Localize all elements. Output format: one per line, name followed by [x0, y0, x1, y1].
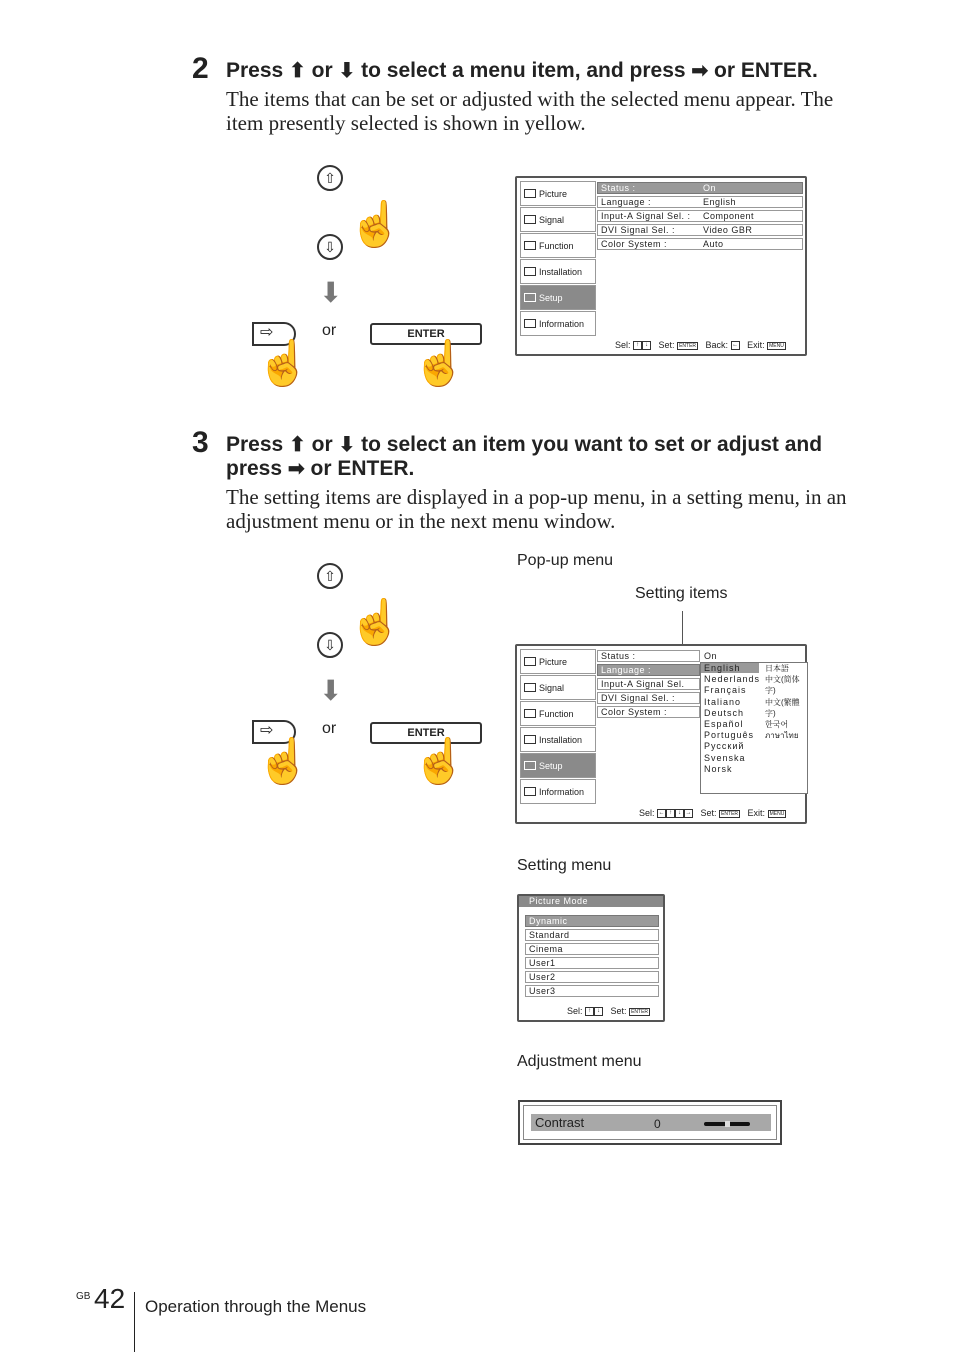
heading-text: or ENTER.	[714, 59, 818, 82]
osd-nav-label: Installation	[539, 734, 583, 745]
enter-key-icon: ENTER	[679, 342, 697, 349]
osd-row	[597, 182, 803, 194]
footer-set: Set:	[610, 1006, 627, 1016]
footer-exit: Exit:	[747, 340, 765, 350]
heading-text: Press	[226, 433, 284, 456]
language-option: 日本語	[765, 664, 789, 673]
left-key-icon: ←	[658, 810, 665, 817]
osd-row-value: English	[703, 197, 737, 207]
setting-menu-item	[525, 957, 659, 969]
popup-menu-label: Pop-up menu	[517, 552, 614, 569]
osd-row-key: Color System :	[601, 707, 668, 717]
or-label: or	[322, 322, 337, 339]
osd-setting-menu	[517, 894, 665, 1022]
up-arrow-icon: ⬆	[289, 434, 306, 456]
osd-nav-item	[520, 311, 596, 336]
osd-row-key: DVI Signal Sel. :	[601, 225, 676, 235]
osd-footer	[615, 340, 786, 350]
footer-sel: Sel:	[615, 340, 631, 350]
heading-text: press	[226, 457, 283, 480]
menu-key-icon: MENU	[769, 342, 784, 349]
menu-category-icon	[524, 761, 536, 770]
footer-back: Back:	[705, 340, 729, 350]
menu-category-icon	[524, 683, 536, 692]
pointing-hand-icon: ☝	[412, 737, 467, 786]
osd-row-value: On	[704, 651, 718, 661]
osd-nav-item	[520, 701, 596, 726]
osd-nav-item	[520, 259, 596, 284]
menu-category-icon	[524, 709, 536, 718]
down-arrow-icon: ⬇	[338, 60, 356, 82]
setting-menu-label: Setting menu	[517, 857, 612, 874]
down-key-icon: ↓	[594, 1007, 603, 1016]
osd-nav	[520, 181, 596, 337]
region-code: GB	[76, 1291, 91, 1302]
language-option: Norsk	[704, 763, 733, 774]
osd-footer	[639, 808, 786, 818]
osd-row-value: Component	[703, 211, 755, 221]
up-arrow-icon: ⬆	[289, 60, 306, 82]
up-key-icon: ↑	[633, 341, 642, 350]
setting-menu-item	[525, 985, 659, 997]
osd-row	[597, 238, 803, 250]
footer-exit: Exit:	[747, 808, 766, 818]
heading-text: Press	[226, 59, 284, 82]
osd-row-key: Language :	[601, 197, 652, 207]
language-option: Français	[704, 685, 747, 696]
osd-row	[597, 210, 803, 222]
menu-category-icon	[524, 319, 536, 328]
footer-set: Set:	[700, 808, 717, 818]
adjustment-value: 0	[654, 1117, 661, 1131]
osd-nav-item	[520, 753, 596, 778]
menu-category-icon	[524, 293, 536, 302]
setting-menu-item	[525, 915, 659, 927]
setting-menu-item	[525, 971, 659, 983]
osd-nav-item	[520, 207, 596, 232]
step-2-number: 2	[192, 52, 209, 85]
osd-nav-item	[520, 779, 596, 804]
heading-text: to select an item you want to set or adjust and	[361, 433, 823, 456]
menu-category-icon	[524, 189, 536, 198]
menu-category-icon	[524, 215, 536, 224]
language-option: Italiano	[704, 696, 742, 707]
osd-nav-label: Signal	[539, 682, 565, 693]
language-popup	[700, 662, 808, 794]
osd-nav-item	[520, 649, 596, 674]
setting-items-label: Setting items	[635, 585, 728, 602]
heading-text: or	[311, 433, 333, 456]
section-title: Operation through the Menus	[145, 1297, 367, 1316]
osd-nav-label: Information	[539, 786, 585, 797]
language-option: English	[704, 663, 741, 673]
down-arrow-icon: ⬇	[338, 434, 356, 456]
heading-text: or ENTER.	[310, 457, 415, 480]
step-2-body: The items that can be set or adjusted with the selected menu appear. The item presently selected is shown in yellow.	[226, 87, 834, 135]
up-key-icon: ↑	[666, 809, 675, 818]
up-button-icon: ⇧	[317, 165, 343, 191]
step-3-heading-line2	[226, 457, 414, 481]
language-option: Русский	[704, 741, 745, 752]
enter-button-icon: ENTER	[370, 722, 482, 744]
osd-row	[597, 692, 700, 704]
osd-row	[597, 664, 700, 676]
down-key-icon: ↓	[675, 809, 684, 818]
down-button-icon: ⇩	[317, 234, 343, 260]
osd-rows	[597, 182, 803, 252]
osd-nav-label: Function	[539, 708, 574, 719]
osd-nav-label: Setup	[539, 760, 563, 771]
setting-menu-item-label: User3	[529, 986, 556, 996]
osd-nav-item	[520, 285, 596, 310]
setting-menu-item	[525, 929, 659, 941]
down-arrow-icon: ⬇	[319, 277, 343, 308]
step-3-body: The setting items are displayed in a pop-up menu, in a setting menu, in an adjustment menu or in the next menu window.	[226, 485, 847, 533]
osd-nav-item	[520, 727, 596, 752]
language-option: 한국어	[765, 720, 789, 730]
down-button-icon: ⇩	[317, 632, 343, 658]
osd-row-key: Input-A Signal Sel.	[601, 679, 685, 689]
osd-row-key: Color System :	[601, 239, 668, 249]
osd-row	[597, 224, 803, 236]
adjustment-slider-thumb	[725, 1121, 730, 1127]
osd-nav-label: Function	[539, 240, 574, 251]
pointing-hand-icon: ☝	[256, 339, 311, 388]
osd-row-value: Video GBR	[703, 225, 753, 235]
enter-button-icon: ENTER	[370, 323, 482, 345]
adjustment-menu-label: Adjustment menu	[517, 1053, 642, 1070]
footer-set: Set:	[658, 340, 675, 350]
osd-row-value: Auto	[703, 239, 724, 249]
language-list-asian	[765, 663, 807, 741]
menu-key-icon: MENU	[769, 810, 785, 817]
osd-adjustment-menu	[518, 1100, 782, 1145]
menu-category-icon	[524, 267, 536, 276]
setting-menu-item-label: Cinema	[529, 944, 564, 954]
setting-menu-item-label: Standard	[529, 930, 570, 940]
osd-nav-item	[520, 233, 596, 258]
language-list	[704, 663, 760, 775]
footer-sel: Sel:	[567, 1006, 583, 1016]
osd-row-key: Input-A Signal Sel. :	[601, 211, 691, 221]
menu-category-icon	[524, 657, 536, 666]
heading-text: to select a menu item, and press	[361, 59, 686, 82]
language-option: 中文(繁體字)	[765, 697, 800, 718]
osd-nav-label: Setup	[539, 292, 563, 303]
pointing-hand-icon: ☝	[348, 200, 403, 249]
menu-category-icon	[524, 787, 536, 796]
osd-nav-label: Signal	[539, 214, 565, 225]
enter-key-icon: ENTER	[631, 1008, 649, 1015]
osd-menu-setup	[515, 176, 807, 356]
setting-menu-item-label: Dynamic	[529, 916, 568, 926]
setting-menu-footer	[567, 1006, 650, 1016]
setting-menu-item-label: User1	[529, 958, 556, 968]
osd-nav-item	[520, 181, 596, 206]
osd-nav-item	[520, 675, 596, 700]
language-option: ภาษาไทย	[765, 731, 799, 741]
osd-row	[597, 706, 700, 718]
osd-nav-label: Picture	[539, 656, 568, 667]
enter-key-icon: ENTER	[721, 810, 739, 817]
setting-menu-items	[525, 915, 659, 999]
osd-row-key: Status :	[601, 183, 636, 193]
osd-nav	[520, 649, 596, 805]
osd-nav-label: Picture	[539, 188, 568, 199]
osd-row	[597, 650, 718, 662]
left-key-icon: ←	[732, 342, 739, 349]
osd-row-value: On	[703, 183, 717, 193]
menu-category-icon	[524, 735, 536, 744]
language-option: Español	[704, 719, 744, 730]
pointing-hand-icon: ☝	[256, 737, 311, 786]
right-key-icon: →	[685, 810, 692, 817]
language-option: 中文(简体字)	[765, 675, 800, 696]
language-option: Nederlands	[704, 674, 761, 685]
osd-row-key: DVI Signal Sel. :	[601, 693, 676, 703]
down-key-icon: ↓	[642, 341, 651, 350]
footer-sel: Sel:	[639, 808, 655, 818]
up-button-icon: ⇧	[317, 563, 343, 589]
right-arrow-icon: ➡	[287, 458, 305, 480]
or-label: or	[322, 720, 337, 737]
osd-row-key: Status :	[601, 651, 636, 661]
right-arrow-icon: ⇨	[260, 324, 274, 341]
osd-nav-label: Information	[539, 318, 585, 329]
up-key-icon: ↑	[585, 1007, 594, 1016]
setting-menu-item-label: User2	[529, 972, 556, 982]
language-option: Svenska	[704, 752, 746, 763]
osd-row	[597, 678, 700, 690]
osd-row-key: Language :	[601, 665, 652, 675]
down-arrow-icon: ⬇	[319, 675, 343, 706]
osd-nav-label: Installation	[539, 266, 583, 277]
callout-line	[682, 611, 683, 646]
setting-menu-title: Picture Mode	[519, 896, 663, 907]
adjustment-label: Contrast	[535, 1115, 585, 1130]
osd-rows	[597, 650, 718, 720]
osd-menu-popup	[515, 644, 807, 824]
language-option: Português	[704, 730, 755, 741]
step-3-heading	[226, 433, 822, 457]
language-option: Deutsch	[704, 707, 745, 718]
footer-divider	[134, 1292, 135, 1352]
right-arrow-icon: ➡	[691, 60, 709, 82]
pointing-hand-icon: ☝	[348, 598, 403, 647]
step-2-heading	[226, 59, 818, 83]
right-arrow-icon: ⇨	[260, 722, 274, 739]
page-number: 42	[94, 1283, 126, 1314]
pointing-hand-icon: ☝	[412, 339, 467, 388]
setting-menu-item	[525, 943, 659, 955]
osd-row	[597, 196, 803, 208]
heading-text: or	[311, 59, 333, 82]
menu-category-icon	[524, 241, 536, 250]
step-3-number: 3	[192, 426, 209, 459]
